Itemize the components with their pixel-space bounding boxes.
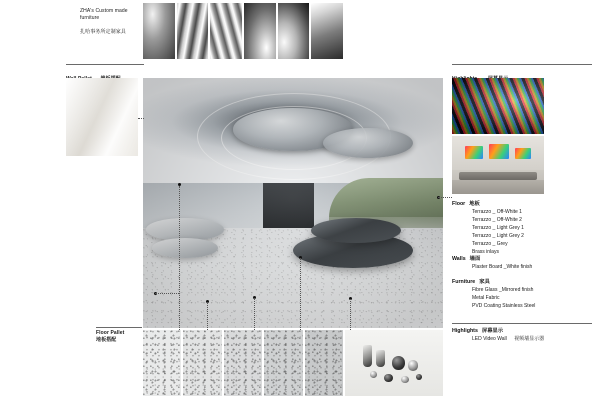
material-objects-photo — [345, 330, 443, 396]
interior-floor — [452, 180, 544, 194]
render-dark-panel — [263, 183, 314, 233]
render-reception-counter-2 — [311, 218, 401, 243]
spec-furniture-heading — [452, 277, 592, 285]
object-bowl-4 — [401, 376, 409, 383]
highlights-bottom-label-cn: 屏幕显示 — [481, 328, 504, 334]
metal-swatch-2 — [177, 3, 209, 59]
metal-swatch-4 — [244, 3, 276, 59]
highlights-divider — [452, 64, 592, 65]
render-ceiling-pod-2 — [323, 128, 413, 158]
leader-line-4 — [300, 258, 301, 330]
leader-line-1 — [179, 186, 180, 330]
zha-furniture-label-cn: 扎哈事务所定制家具 — [80, 28, 126, 35]
terrazzo-off-white-1 — [143, 330, 181, 396]
spec-floor-items — [452, 208, 592, 256]
floor-pallet-label-cn: 地板搭配 — [96, 337, 117, 344]
leader-line-8 — [138, 118, 144, 119]
leader-line-3 — [254, 298, 255, 330]
object-bowl-3 — [384, 374, 393, 383]
leader-line-6 — [155, 293, 179, 294]
spec-item: Terrazzo _ Grey — [472, 241, 508, 247]
leader-line-5 — [350, 299, 351, 330]
spec-furniture-items — [452, 286, 592, 310]
spec-item: Metal Fabric — [472, 295, 500, 301]
spec-item: Brass inlays — [472, 249, 499, 255]
spec-section-furniture — [452, 277, 592, 310]
wall-pallet-divider — [66, 64, 144, 65]
interior-screen-1 — [465, 146, 483, 159]
lobby-led-interior-photo — [452, 136, 544, 194]
spec-item: Terrazzo _ Light Grey 1 — [472, 225, 524, 231]
object-bowl-2 — [408, 360, 419, 371]
spec-item: PVD Coating Stainless Steel — [472, 303, 536, 309]
highlights-bottom-block — [452, 326, 592, 343]
highlights-bottom-item-cn: 视频墙显示器 — [514, 336, 545, 342]
metal-swatch-3 — [210, 3, 242, 59]
terrazzo-off-white-2 — [183, 330, 221, 396]
spec-walls-title-en: Walls — [452, 256, 466, 262]
highlights-bottom-label-en: Highlights — [452, 328, 478, 334]
highlights-bottom-items — [452, 335, 592, 343]
zha-furniture-label — [80, 8, 142, 36]
highlights-bottom-item — [472, 335, 592, 343]
spec-item: Terrazzo _ Light Grey 2 — [472, 233, 524, 239]
zha-furniture-label-en: ZHA's Custom made furniture — [80, 8, 128, 22]
spec-walls-title-cn: 墙面 — [469, 256, 481, 262]
spec-furniture-title-cn: 家具 — [479, 279, 490, 285]
object-bowl-6 — [370, 371, 377, 378]
interior-screen-2 — [489, 144, 509, 159]
metal-swatch-6 — [311, 3, 343, 59]
interior-render-image — [143, 78, 443, 328]
object-vessel-2 — [376, 350, 385, 367]
metal-swatch-5 — [278, 3, 310, 59]
terrazzo-grey — [305, 330, 343, 396]
highlights-bottom-divider — [452, 323, 592, 324]
spec-walls-items — [452, 263, 592, 271]
floor-pallet-label-en: Floor Pallet — [96, 330, 125, 336]
spec-item: Fibre Glass _Mirrored finish — [472, 287, 534, 293]
leader-line-2 — [207, 302, 208, 330]
highlights-bottom-item-en: LED Video Wall — [472, 336, 507, 342]
object-bowl-5 — [416, 374, 423, 381]
floor-pallet-divider — [96, 327, 142, 328]
interior-screen-3 — [515, 148, 532, 160]
metal-swatch-1 — [143, 3, 175, 59]
leader-line-7 — [438, 197, 452, 198]
spec-item: Terrazzo _ Off-White 2 — [472, 217, 522, 223]
terrazzo-light-grey-1 — [224, 330, 262, 396]
spec-floor-title-cn: 地板 — [469, 201, 480, 207]
spec-walls-heading — [452, 254, 592, 262]
object-bowl-1 — [392, 356, 405, 369]
led-glow — [452, 78, 544, 134]
led-video-wall-photo — [452, 78, 544, 134]
terrazzo-light-grey-2 — [264, 330, 302, 396]
highlights-bottom-heading — [452, 326, 592, 334]
wall-pallet-swatch — [66, 78, 138, 156]
render-bench-2 — [152, 238, 218, 258]
spec-item: Terrazzo _ Off-White 1 — [472, 209, 522, 215]
spec-furniture-title-en: Furniture — [452, 279, 476, 285]
floor-pallet-swatch-strip — [143, 330, 343, 396]
spec-section-floor — [452, 199, 592, 256]
zha-furniture-swatch-strip — [143, 3, 343, 59]
spec-section-walls — [452, 254, 592, 271]
spec-item: Plaster Board _White finish — [472, 264, 533, 270]
spec-floor-title-en: Floor — [452, 201, 466, 207]
spec-floor-heading — [452, 199, 592, 207]
interior-desk — [459, 172, 536, 180]
object-vessel-1 — [363, 345, 373, 367]
